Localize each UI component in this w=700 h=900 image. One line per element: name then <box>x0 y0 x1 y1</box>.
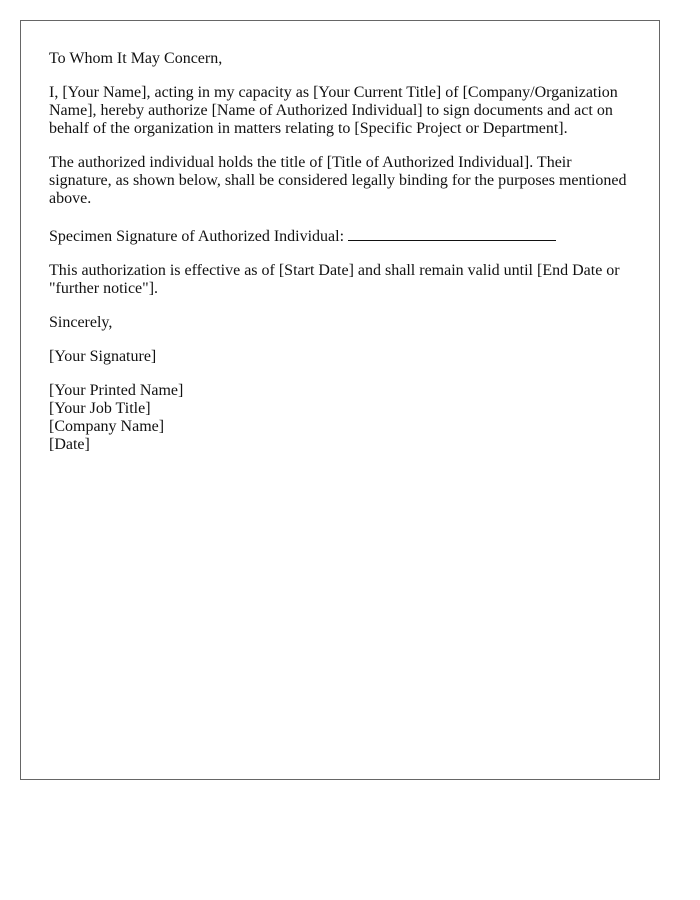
title-paragraph: The authorized individual holds the title of [Title of Authorized Individual]. Their signature, as shown below, shall be considered legally binding for the purposes mentioned above. <box>49 154 627 207</box>
letter-date: [Date] <box>49 436 90 453</box>
signature-placeholder: [Your Signature] <box>49 348 157 365</box>
job-title: [Your Job Title] <box>49 400 151 417</box>
letter-body <box>49 50 634 454</box>
closing: Sincerely, <box>49 314 113 331</box>
specimen-signature-label: Specimen Signature of Authorized Individual: <box>49 228 345 245</box>
specimen-signature-row <box>49 224 634 246</box>
signer-details <box>49 382 634 454</box>
specimen-signature-line <box>348 224 556 241</box>
company-name: [Company Name] <box>49 418 165 435</box>
authorization-paragraph: I, [Your Name], acting in my capacity as [Your Current Title] of [Company/Organization Name], hereby authorize [Name of Authorized Individual] to sign documents and act on behalf of the organization in matters relating to [Specific Project or Department]. <box>49 84 618 137</box>
letter-page <box>20 20 660 780</box>
salutation: To Whom It May Concern, <box>49 50 223 67</box>
printed-name: [Your Printed Name] <box>49 382 184 399</box>
effective-date-paragraph: This authorization is effective as of [Start Date] and shall remain valid until [End Date or "further notice"]. <box>49 262 620 297</box>
